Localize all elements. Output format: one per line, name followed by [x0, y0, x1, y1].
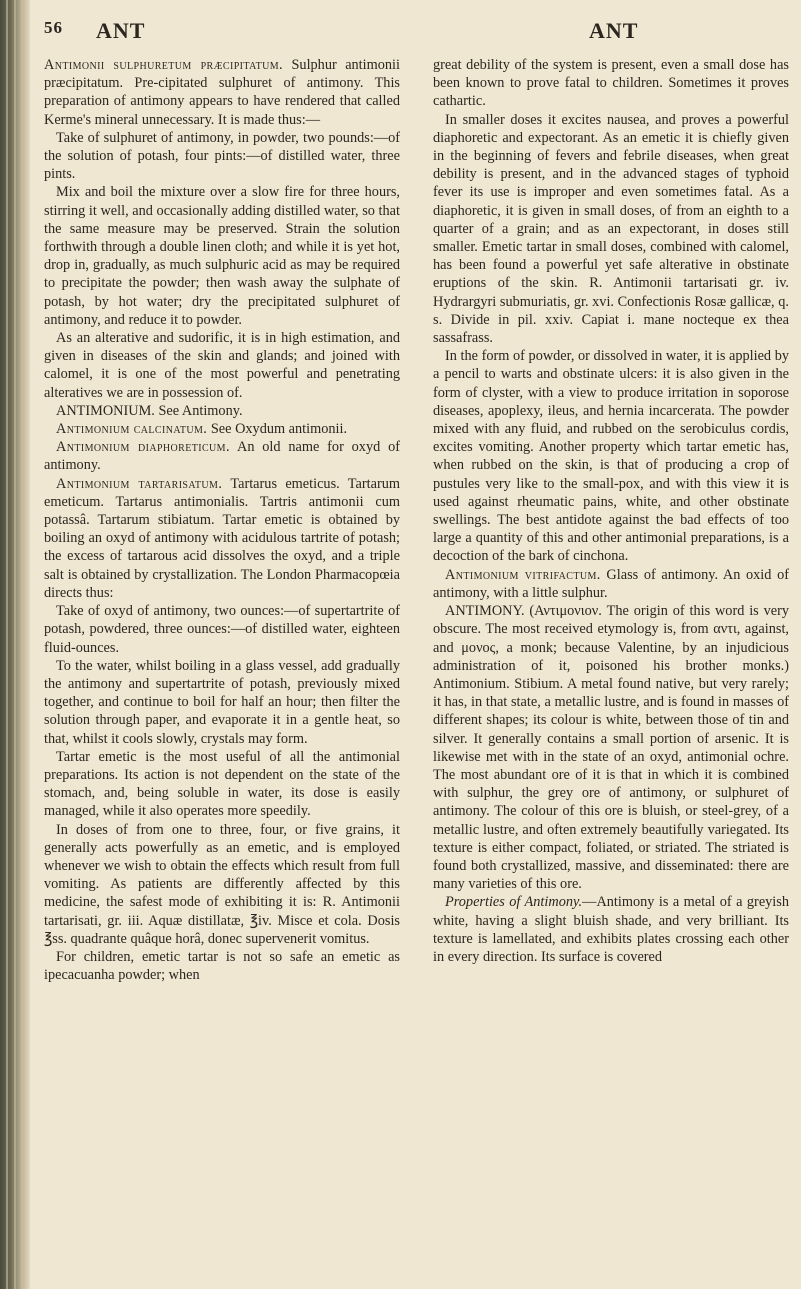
paragraph [433, 111, 789, 348]
entry-headword: Antimonium tartarisatum. [56, 475, 223, 492]
book-page [44, 18, 789, 1280]
running-head [44, 18, 789, 46]
entry-text: —Antimony is a metal of a greyish white, having a slight bluish shade, and very brilliant. Its texture is lamellated, and exhibits plates crossing each other in every direction. Its surface is covered [433, 894, 789, 965]
paragraph [433, 893, 789, 966]
running-head-right: ANT [589, 18, 639, 43]
entry-text: Take of sulphuret of antimony, in powder, two pounds:—of the solution of potash, four pints:—of distilled water, three pints. [44, 129, 400, 183]
text-columns [44, 56, 789, 984]
paragraph [44, 748, 400, 821]
entry-text: See Oxydum antimonii. [207, 421, 348, 438]
entry-text: Glass of antimony. An oxid of antimony, with a little sulphur. [433, 566, 789, 601]
left-column [44, 56, 400, 984]
paragraph [433, 56, 789, 111]
entry-text: Take of oxyd of antimony, two ounces:—of supertartrite of potash, powdered, three ounces:—of distilled water, eighteen fluid-ounces. [44, 603, 400, 656]
book-binding-edge [0, 0, 30, 1289]
entry-text: An old name for oxyd of antimony. [44, 439, 400, 474]
entry-text: See Antimony. [154, 402, 243, 419]
entry-text: In smaller doses it excites nausea, and proves a powerful diaphoretic and expectorant. As an emetic it is chiefly given in the beginning of fevers and febrile diseases, when great debility is present, and in the advanced stages of typhoid fever its use is improper and even sometimes fatal. As a diaphoretic, it is given in small doses, of from an eighth to a quarter of a grain; and as an expectorant, in doses still smaller. Emetic tartar in small doses, combined with calomel, has been found a powerful yet safe alterative in obstinate eruptions of the skin. R. Antimonii tartarisati gr. iv. Hydrargyri submuriatis, gr. xvi. Confectionis Rosæ gallicæ, q. s. Divide in pil. xxiv. Capiat i. mane nocteque ex thea sassafrass. [433, 111, 789, 347]
page-number: 56 [44, 18, 63, 37]
entry-headword: Antimonii sulphuretum præcipitatum. [44, 57, 284, 73]
paragraph [44, 329, 400, 402]
entry-text: Sulphur antimonii præcipitatum. Pre-cipitated sulphuret of antimony. This preparation of antimony appears to have rendered that called Kerme's mineral unnecessary. It is made thus:— [44, 57, 400, 128]
entry-text: In the form of powder, or dissolved in water, it is applied by a pencil to warts and obstinate ulcers: it is also given in the form of clyster, with a view to produce irritation in soporose diseases, apoplexy, ileus, and hernia incarcerata. The powder mixed with any fluid, and rubbed on the serobiculus cordis, excites vomiting. Another property which tartar emetic has, when rubbed on the skin, is that of producing a crop of pustules very like to the small-pox, and with this view it is used against rheumatic pains, white, and other obstinate swellings. The best antidote against the bad effects of too large a quantity of this and other antimonial preparations, is a decoction of the bark of cinchona. [433, 348, 789, 565]
entry-text: Mix and boil the mixture over a slow fire for three hours, stirring it well, and occasionally adding distilled water, so that the same measure may be preserved. Strain the solution forthwith through a double linen cloth; and while it is yet hot, drop in, gradually, as much sulphuric acid as may be required to precipitate the powder; then wash away the sulphate of potash, by hot water; dry the precipitated sulphuret of antimony, and reduce it to powder. [44, 184, 400, 328]
paragraph [44, 657, 400, 748]
paragraph [44, 475, 400, 602]
entry-headword: Properties of Antimony. [445, 894, 583, 911]
entry-text: As an alterative and sudorific, it is in high estimation, and given in diseases of the skin and glands; and joined with calomel, it is one of the most powerful and penetrating alteratives we are in possession of. [44, 330, 400, 401]
entry-headword: Antimonium diaphoreticum. [56, 439, 230, 456]
paragraph [44, 56, 400, 129]
paragraph [44, 602, 400, 657]
paragraph [44, 183, 400, 329]
paragraph [44, 402, 400, 420]
entry-text: To the water, whilst boiling in a glass vessel, add gradually the antimony and supertartrite of potash, previously mixed together, and continue to boil for half an hour; then filter the solution through paper, and evaporate it in a gentle heat, so that, whilst it cools slowly, crystals may form. [44, 657, 400, 747]
entry-text: (Αντιμονιον. The origin of this word is very obscure. The most received etymology is, from αντι, against, and μονος, a monk; because Valentine, by an injudicious administration of it, poisoned his brother monks.) Antimonium. Stibium. A metal found native, but very rarely; it has, in that state, a metallic lustre, and is found in masses of different shapes; its colour is white, between those of tin and silver. It generally contains a small portion of arsenic. It is likewise met with in the state of an oxyd, antimonial ochre. The most abundant ore of it is that in which it is combined with sulphur, the grey ore of antimony, or sulphuret of antimony. The colour of this ore is bluish, or steel-grey, of a metallic lustre, and often extremely beautifully variegated. Its texture is either compact, foliated, or striated. The striated is found both crystallized, massive, and disseminated: there are many varieties of this ore. [433, 603, 789, 893]
entry-headword: Antimonium calcinatum. [56, 421, 208, 438]
paragraph [44, 438, 400, 474]
paragraph [433, 602, 789, 893]
paragraph [44, 821, 400, 948]
entry-text: Tartarus emeticus. Tartarum emeticum. Tartarus antimonialis. Tartris antimonii cum potassâ. Tartarum stibiatum. Tartar emetic is obtained by boiling an oxyd of antimony with acidulous tartrite of potash; the excess of tartarous acid dissolves the oxyd, and a triple salt is obtained by crystallization. The London Pharmacopœia directs thus: [44, 475, 400, 601]
entry-headword: Antimonium vitrifactum. [445, 566, 601, 583]
right-column [433, 56, 789, 984]
paragraph [44, 948, 400, 984]
running-head-left: ANT [96, 18, 146, 43]
paragraph [433, 566, 789, 602]
entry-text: In doses of from one to three, four, or five grains, it generally acts powerfully as an emetic, and is employed whenever we wish to obtain the effects which result from full vomiting. As patients are differently affected by this medicine, the safest mode of exhibiting it is: R. Antimonii tartarisati, gr. iii. Aquæ distillatæ, ℥iv. Misce et cola. Dosis ℥ss. quadrante quâque horâ, donec supervenerit vomitus. [44, 821, 400, 947]
entry-text: For children, emetic tartar is not so safe an emetic as ipecacuanha powder; when [44, 948, 400, 984]
paragraph [433, 347, 789, 565]
paragraph [44, 129, 400, 184]
entry-text: great debility of the system is present, even a small dose has been known to prove fatal to children. Sometimes it proves cathartic. [433, 57, 789, 110]
paragraph [44, 420, 400, 438]
entry-text: Tartar emetic is the most useful of all the antimonial preparations. Its action is not dependent on the state of the stomach, and, being soluble in water, its dose is easily managed, while it also operates more speedily. [44, 748, 400, 820]
entry-headword: ANTIMONY. [445, 603, 525, 620]
entry-headword: ANTIMONIUM. [56, 402, 155, 419]
